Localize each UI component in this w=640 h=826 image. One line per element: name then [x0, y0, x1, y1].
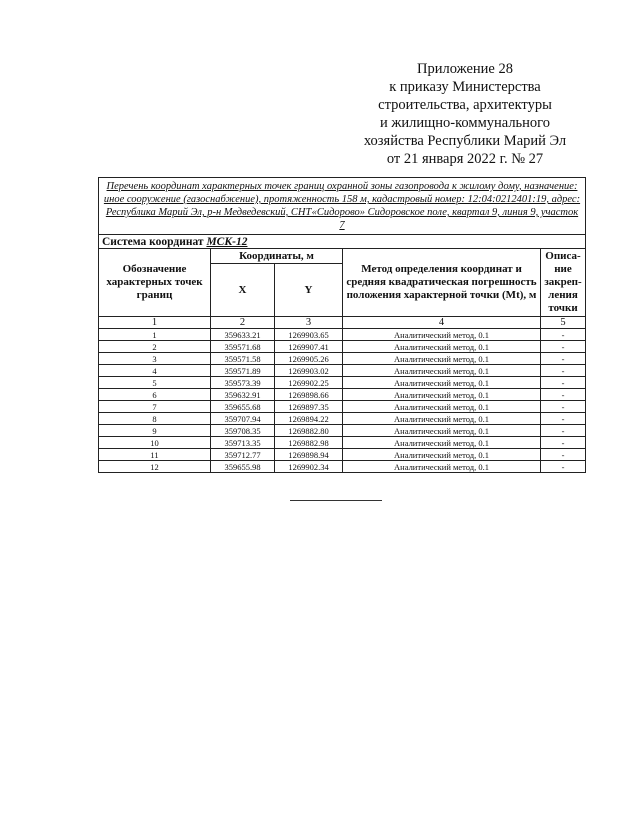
column-number: 5 [541, 317, 586, 329]
cell-y: 1269905.26 [275, 353, 343, 365]
cell-n: 10 [99, 437, 211, 449]
cell-x: 359571.58 [211, 353, 275, 365]
cell-y: 1269907.41 [275, 341, 343, 353]
cell-x: 359633.21 [211, 329, 275, 341]
table-row [99, 401, 586, 413]
cell-desc: - [541, 341, 586, 353]
header-line: к приказу Министерства [389, 79, 541, 95]
column-number: 2 [211, 317, 275, 329]
header-line: от 21 января 2022 г. № 27 [386, 151, 544, 167]
cell-desc: - [541, 425, 586, 437]
coordinates-table [98, 177, 586, 473]
cell-n: 5 [99, 377, 211, 389]
table-row [99, 329, 586, 341]
header-line: и жилищно-коммунального [379, 115, 551, 131]
table-row [99, 365, 586, 377]
cell-desc: - [541, 401, 586, 413]
table-row [99, 461, 586, 473]
header-coordinates: Координаты, м [211, 249, 343, 264]
cell-x: 359655.68 [211, 401, 275, 413]
cell-y: 1269882.80 [275, 425, 343, 437]
signature-line [290, 500, 382, 501]
table-title: Перечень координат характерных точек границ охранной зоны газопровода к жилому дому, назначение: иное сооружение (газоснабжение), протяженность 158 м, кадастровый номер: 12:04:0212401:19, адрес: Республика Марий Эл, р-н Медведевский, СНТ«Сидорово» Сидоровское поле, квартал 9, линия 9, участок 7 [99, 178, 586, 235]
table-row [99, 425, 586, 437]
column-number: 3 [275, 317, 343, 329]
table-row [99, 413, 586, 425]
column-numbers-row [99, 317, 586, 329]
cell-method: Аналитический метод, 0.1 [343, 437, 541, 449]
table-row [99, 341, 586, 353]
cell-x: 359632.91 [211, 389, 275, 401]
cell-y: 1269882.98 [275, 437, 343, 449]
cell-desc: - [541, 389, 586, 401]
cell-n: 11 [99, 449, 211, 461]
cell-n: 6 [99, 389, 211, 401]
cell-y: 1269903.02 [275, 365, 343, 377]
cell-method: Аналитический метод, 0.1 [343, 449, 541, 461]
cell-desc: - [541, 329, 586, 341]
cell-x: 359571.68 [211, 341, 275, 353]
cell-n: 7 [99, 401, 211, 413]
table-row [99, 437, 586, 449]
cell-desc: - [541, 437, 586, 449]
cell-y: 1269898.66 [275, 389, 343, 401]
cell-y: 1269897.35 [275, 401, 343, 413]
cell-desc: - [541, 353, 586, 365]
cell-n: 12 [99, 461, 211, 473]
column-number: 4 [343, 317, 541, 329]
cell-method: Аналитический метод, 0.1 [343, 401, 541, 413]
cell-y: 1269902.25 [275, 377, 343, 389]
cell-desc: - [541, 461, 586, 473]
cell-n: 3 [99, 353, 211, 365]
cell-method: Аналитический метод, 0.1 [343, 425, 541, 437]
cell-method: Аналитический метод, 0.1 [343, 461, 541, 473]
cell-method: Аналитический метод, 0.1 [343, 413, 541, 425]
appendix-header [330, 60, 600, 168]
table-row [99, 389, 586, 401]
header-method: Метод определения координат и средняя квадратическая погрешность положения характерной точки (Mt), м [343, 249, 541, 317]
cell-desc: - [541, 449, 586, 461]
cell-x: 359573.39 [211, 377, 275, 389]
table-row [99, 353, 586, 365]
cell-x: 359707.94 [211, 413, 275, 425]
cell-y: 1269902.34 [275, 461, 343, 473]
header-points: Обозначение характерных точек границ [99, 249, 211, 317]
coordinate-system-label: Система координат [102, 235, 204, 248]
cell-y: 1269898.94 [275, 449, 343, 461]
cell-n: 8 [99, 413, 211, 425]
cell-method: Аналитический метод, 0.1 [343, 341, 541, 353]
cell-x: 359655.98 [211, 461, 275, 473]
cell-x: 359708.35 [211, 425, 275, 437]
cell-desc: - [541, 365, 586, 377]
coordinate-system-value: МСК-12 [206, 235, 248, 248]
cell-desc: - [541, 413, 586, 425]
header-line: хозяйства Республики Марий Эл [363, 133, 567, 149]
cell-x: 359571.89 [211, 365, 275, 377]
header-description: Описа-ние закреп-ления точки [541, 249, 586, 317]
cell-y: 1269903.65 [275, 329, 343, 341]
column-number: 1 [99, 317, 211, 329]
table-row [99, 377, 586, 389]
cell-method: Аналитический метод, 0.1 [343, 377, 541, 389]
cell-n: 9 [99, 425, 211, 437]
cell-y: 1269894.22 [275, 413, 343, 425]
cell-desc: - [541, 377, 586, 389]
table-row [99, 449, 586, 461]
header-x: X [211, 264, 275, 317]
cell-n: 2 [99, 341, 211, 353]
cell-x: 359712.77 [211, 449, 275, 461]
coordinate-system [99, 235, 586, 249]
cell-method: Аналитический метод, 0.1 [343, 329, 541, 341]
cell-n: 4 [99, 365, 211, 377]
cell-method: Аналитический метод, 0.1 [343, 389, 541, 401]
cell-n: 1 [99, 329, 211, 341]
cell-method: Аналитический метод, 0.1 [343, 365, 541, 377]
cell-x: 359713.35 [211, 437, 275, 449]
header-line: строительства, архитектуры [378, 97, 552, 113]
cell-method: Аналитический метод, 0.1 [343, 353, 541, 365]
header-y: Y [275, 264, 343, 317]
header-line: Приложение 28 [417, 61, 513, 77]
